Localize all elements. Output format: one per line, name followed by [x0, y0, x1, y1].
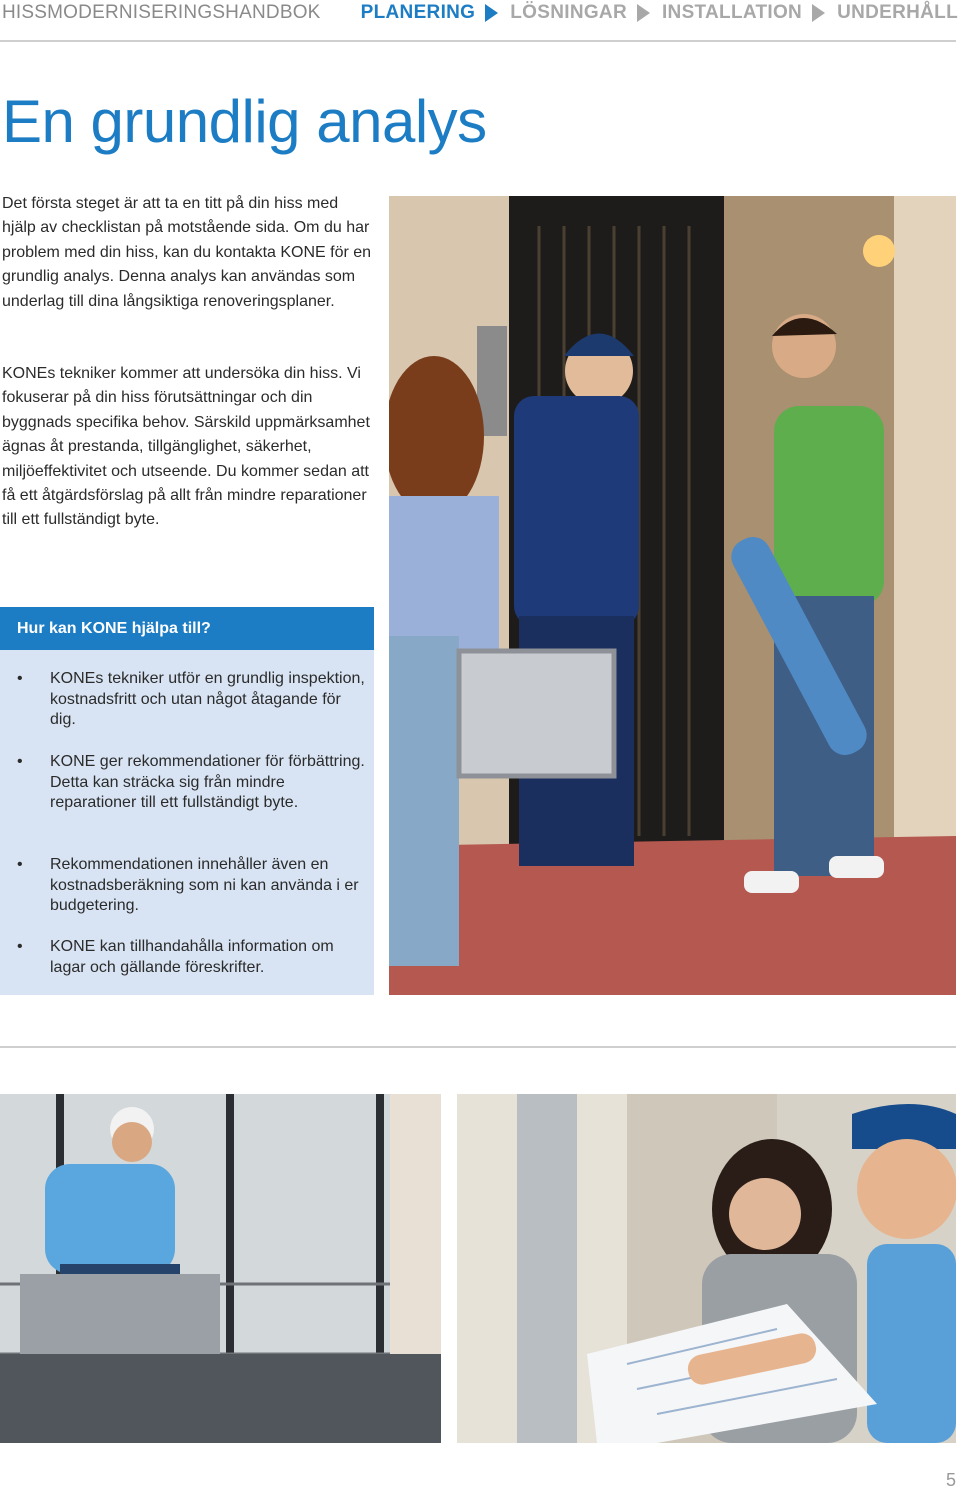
list-item: • KONEs tekniker utför en grundlig inspektion, kostnadsfritt och utan något åtagande för dig.	[17, 670, 365, 729]
nav-installation: INSTALLATION	[661, 2, 803, 23]
page-number: 5	[945, 1470, 956, 1490]
nav-underhall: UNDERHÅLL	[837, 2, 958, 23]
section-divider	[0, 1046, 956, 1048]
second-paragraph: KONEs tekniker kommer att undersöka din hiss. Vi fokuserar på din hiss förutsättningar och din byggnads specifika behov. Särskild uppmärksamhet ägnas åt prestanda, tillgänglighet, säkerhet, miljöeffektivitet och utseende. Du kommer sedan att få ett åtgärdsförslag på allt från mindre reparationer till ett fullständigt byte.	[2, 365, 370, 529]
bullet-icon: •	[17, 670, 23, 687]
help-box	[0, 607, 374, 995]
nav-arrow-icon	[637, 4, 650, 22]
list-item: • Rekommendationen innehåller även en kostnadsberäkning som ni kan använda i er budgetering.	[17, 856, 359, 915]
running-header	[0, 0, 960, 28]
list-item: • KONE kan tillhandahålla information om lagar och gällande föreskrifter.	[17, 938, 334, 976]
elevator-technician-photo	[0, 1094, 441, 1443]
entrance-photo	[389, 196, 956, 995]
bullet-icon: •	[17, 938, 23, 955]
header-divider	[0, 40, 956, 42]
bullet-icon: •	[17, 753, 23, 770]
section-nav	[361, 0, 958, 26]
list-item: • KONE ger rekommendationer för förbättring. Detta kan sträcka sig från mindre reparationer till ett fullständigt byte.	[17, 753, 365, 812]
bullet-icon: •	[17, 856, 23, 873]
help-box-title: Hur kan KONE hjälpa till?	[0, 607, 374, 650]
nav-arrow-icon	[812, 4, 825, 22]
nav-arrow-icon	[485, 4, 498, 22]
consultation-photo	[457, 1094, 956, 1443]
intro-paragraph: Det första steget är att ta en titt på din hiss med hjälp av checklistan på motstående sida. Om du har problem med din hiss, kan du kontakta KONE för en grundlig analys. Denna analys kan användas som underlag till dina långsiktiga renoveringsplaner.	[2, 195, 372, 310]
book-title: HISSMODERNISERINGSHANDBOK	[2, 2, 321, 23]
nav-planering: PLANERING	[360, 2, 476, 23]
nav-losningar: LÖSNINGAR	[510, 2, 627, 23]
page-title: En grundlig analys	[2, 88, 487, 155]
